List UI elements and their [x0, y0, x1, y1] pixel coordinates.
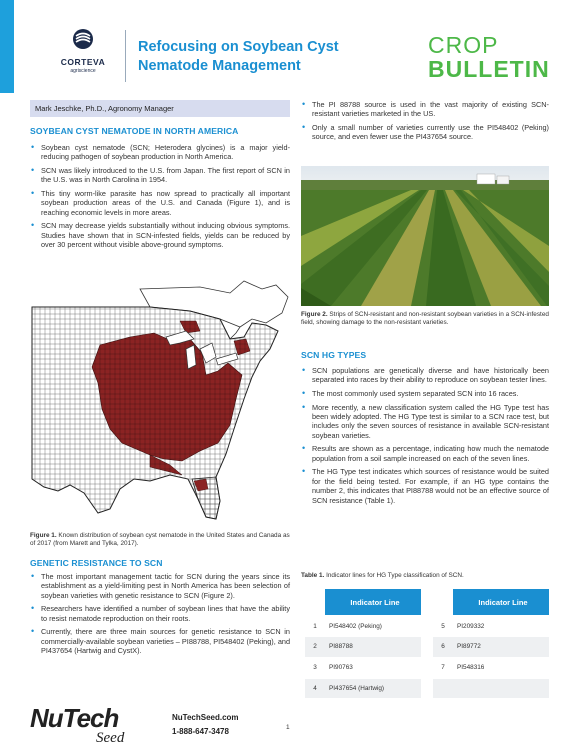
header-divider: [125, 30, 126, 82]
nutech-seed-logo: [30, 703, 125, 746]
table-header-num-left: [305, 589, 325, 615]
right-top-bullet-list: [301, 100, 549, 146]
table-cell-num: 5: [433, 616, 453, 636]
footer-website: NuTechSeed.com: [172, 713, 239, 722]
table-cell-num: 2: [305, 637, 325, 657]
figure1-label: Figure 1.: [30, 532, 57, 539]
list-item: • SCN may decrease yields substantially without inducing obvious symptoms. Studies have shown that in SCN-infested fields, yields can be reduced by over 30 percent without visible above-ground symptoms.: [30, 221, 290, 249]
soybean-field-photo: [301, 166, 549, 306]
table-cell-line: PI209332: [453, 616, 549, 636]
table-row: [305, 616, 549, 636]
logo-name: CORTEVA: [60, 57, 106, 67]
list-item: • The PI 88788 source is used in the vast majority of existing SCN-resistant varieties marketed in the US.: [301, 100, 549, 119]
corteva-logo-icon: [72, 28, 94, 50]
table-cell-line: PI90763: [325, 658, 421, 678]
list-item: • Currently, there are three main sources for genetic resistance to SCN in commercially-available soybean varieties – PI88788, PI548402 (Peking), and PI437654 (Hartwig and CystX).: [30, 627, 290, 655]
seed-brand: Seed: [96, 730, 125, 746]
figure1-caption: [30, 532, 290, 548]
logo-subtitle: agriscience: [70, 68, 96, 74]
table-column-gap: [421, 658, 433, 678]
page-title: Refocusing on Soybean Cyst Nematode Management: [138, 39, 339, 74]
table-cell-line: PI548402 (Peking): [325, 616, 421, 636]
list-item: • Results are shown as a percentage, indicating how much the nematode population from a soil sample increased on each of the seven lines.: [301, 444, 549, 463]
table-cell-num: 1: [305, 616, 325, 636]
table-cell-num: 7: [433, 658, 453, 678]
table-cell-line: PI89772: [453, 637, 549, 657]
section-heading-scn-north-america: SOYBEAN CYST NEMATODE IN NORTH AMERICA: [30, 126, 239, 136]
indicator-lines-table: [305, 589, 549, 699]
list-item: • Only a small number of varieties currently use the PI548402 (Peking) source, and even fewer use the PI437654 source.: [301, 123, 549, 142]
page-number: 1: [286, 724, 290, 731]
list-item: • Soybean cyst nematode (SCN; Heterodera glycines) is a major yield-reducing pathogen of soybean production in North America.: [30, 143, 290, 162]
header-accent-bar: [0, 0, 14, 93]
table-row: [305, 637, 549, 657]
list-item: • More recently, a new classification system called the HG Type test has been widely adopted. The HG Type test is similar to a SCN race test, but includes only the seven sources of resistance in available SCN-resistant soybean varieties.: [301, 403, 549, 441]
scn-distribution-map: [30, 279, 290, 525]
table-cell-line: PI88788: [325, 637, 421, 657]
table-cell-line: PI437654 (Hartwig): [325, 679, 421, 699]
section-heading-genetic-resistance: GENETIC RESISTANCE TO SCN: [30, 558, 163, 568]
list-item: • Researchers have identified a number of soybean lines that have the ability to resist nematode reproduction on their roots.: [30, 604, 290, 623]
table-cell-line: PI548316: [453, 658, 549, 678]
list-item: • The HG Type test indicates which sources of resistance would be suited for the field being tested. For example, if an HG type contains the number 2, this indicates that PI88788 would not be an effective source of SCN resistance (Table 1).: [301, 467, 549, 505]
table-header-row: [305, 589, 549, 615]
table-row: [305, 658, 549, 678]
table-header-left: Indicator Line: [325, 589, 421, 615]
table-header-num-right: [433, 589, 453, 615]
table-header-right: Indicator Line: [453, 589, 549, 615]
section-heading-scn-hg-types: SCN HG TYPES: [301, 350, 367, 360]
table-row: [305, 679, 549, 699]
list-item: • SCN was likely introduced to the U.S. from Japan. The first report of SCN in the U.S. was in North Carolina in 1954.: [30, 166, 290, 185]
figure2-caption: [301, 311, 549, 327]
table-cell-line: [453, 679, 549, 699]
figure2-caption-text: Strips of SCN-resistant and non-resistant soybean varieties in a SCN-infested field, showing damage to the non-resistant varieties.: [301, 311, 549, 327]
bulletin-label-crop: CROP: [428, 32, 499, 58]
table1-caption-text: Indicator lines for HG Type classification of SCN.: [324, 572, 464, 579]
section3-bullet-list: [301, 366, 549, 509]
list-item: • The most commonly used system separated SCN into 16 races.: [301, 389, 549, 398]
section1-bullet-list: [30, 143, 290, 254]
list-item: • The most important management tactic for SCN during the years since its establishment as a yield-limiting pest in North America has been selection of soybean varieties with genetic resistance to SCN (Figure 2).: [30, 572, 290, 600]
footer-phone: 1-888-647-3478: [172, 727, 229, 736]
table-cell-num: 3: [305, 658, 325, 678]
author-line: Mark Jeschke, Ph.D., Agronomy Manager: [30, 100, 290, 117]
table-column-gap: [421, 616, 433, 636]
bulletin-label-bulletin: BULLETIN: [428, 56, 550, 82]
table-cell-num: [433, 679, 453, 699]
corteva-logo: [44, 28, 122, 74]
list-item: • SCN populations are genetically diverse and have historically been separated into races by their ability to reproduce on soybean tester lines.: [301, 366, 549, 385]
figure1-caption-text: Known distribution of soybean cyst nematode in the United States and Canada as of 2017 (from Marett and Tylka, 2017).: [30, 532, 290, 548]
section2-bullet-list: [30, 572, 290, 660]
list-item: • This tiny worm-like parasite has now spread to practically all important soybean production areas of the U.S. and Canada (Figure 1), and is reaching economic levels in more areas.: [30, 189, 290, 217]
table-column-gap: [421, 589, 433, 615]
figure2-label: Figure 2.: [301, 311, 328, 318]
table1-caption: [301, 572, 464, 579]
table-column-gap: [421, 679, 433, 699]
table-column-gap: [421, 637, 433, 657]
table-cell-num: 4: [305, 679, 325, 699]
nutech-brand: NuTech: [30, 703, 119, 733]
table1-label: Table 1.: [301, 572, 325, 579]
table-cell-num: 6: [433, 637, 453, 657]
